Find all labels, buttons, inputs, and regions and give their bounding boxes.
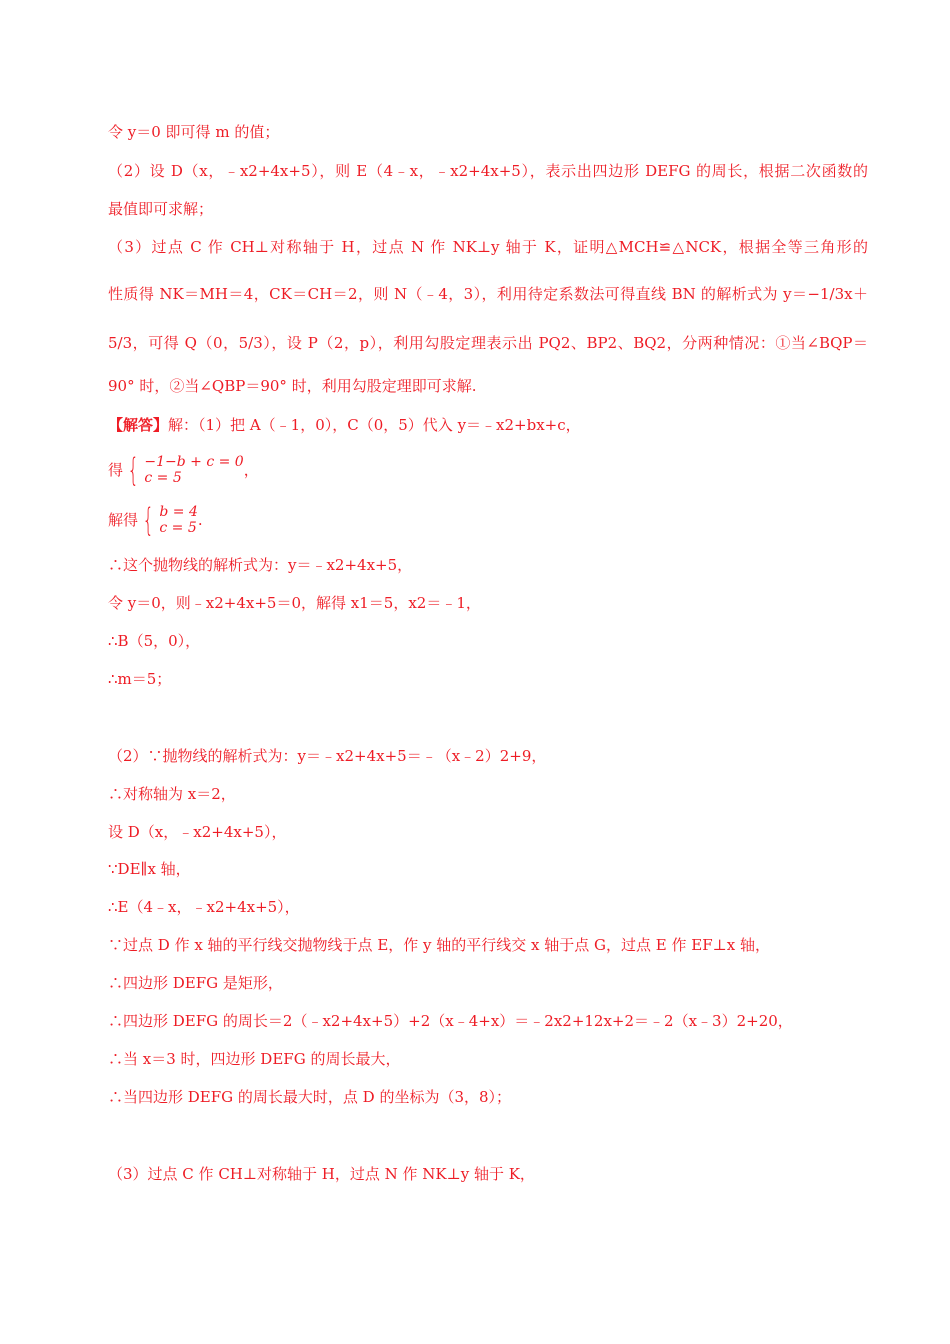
system-2-suffix: . <box>197 511 203 529</box>
answer-line-5: ∴m＝5； <box>108 670 172 688</box>
hint-line-5: 性质得 NK＝MH＝4，CK＝CH＝2，则 N（﹣4，3），利用待定系数法可得直线 BN 的解析式为 y＝−1/3x＋ <box>108 285 868 303</box>
hint-line-7: 90° 时，②当∠QBP＝90° 时，利用勾股定理即可求解. <box>108 377 477 395</box>
part3-line-1: （3）过点 C 作 CH⊥对称轴于 H，过点 N 作 NK⊥y 轴于 K， <box>108 1165 535 1183</box>
system-1 <box>123 451 244 489</box>
part2-line-3: 设 D（x，﹣x2+4x+5）， <box>108 823 287 841</box>
system-2-row-1: b = 4 <box>159 504 198 520</box>
part2-line-7: ∴四边形 DEFG 是矩形， <box>108 974 283 992</box>
system-2-prefix: 解得 <box>108 511 139 529</box>
hint-line-3: 最值即可求解； <box>108 200 214 218</box>
answer-line-1 <box>108 415 868 435</box>
equation-system-1 <box>108 452 868 488</box>
part2-line-5: ∴E（4﹣x，﹣x2+4x+5）， <box>108 898 300 916</box>
answer-intro: 解：（1）把 A（﹣1，0），C（0，5）代入 y＝﹣x2+bx+c， <box>168 416 581 434</box>
system-1-row-1: −1−b + c = 0 <box>144 454 244 470</box>
system-1-suffix: ， <box>243 461 259 479</box>
answer-line-3: 令 y＝0，则﹣x2+4x+5＝0，解得 x1＝5，x2＝﹣1， <box>108 594 481 612</box>
part2-line-6: ∵过点 D 作 x 轴的平行线交抛物线于点 E，作 y 轴的平行线交 x 轴于点 G，过点 E 作 EF⊥x 轴， <box>108 936 770 954</box>
part2-line-1: （2）∵抛物线的解析式为：y＝﹣x2+4x+5＝﹣（x﹣2）2+9， <box>108 747 547 765</box>
hint-line-2: （2）设 D（x，﹣x2+4x+5），则 E（4﹣x，﹣x2+4x+5），表示出四边形 DEFG 的周长，根据二次函数的 <box>108 162 868 180</box>
equation-system-2 <box>108 502 868 538</box>
part2-line-2: ∴对称轴为 x＝2， <box>108 785 236 803</box>
part2-line-9: ∴当 x＝3 时，四边形 DEFG 的周长最大， <box>108 1050 401 1068</box>
answer-line-2: ∴这个抛物线的解析式为：y＝﹣x2+4x+5， <box>108 556 413 574</box>
left-brace-icon: { <box>127 451 139 489</box>
system-2 <box>138 501 198 539</box>
hint-line-1: 令 y＝0 即可得 m 的值； <box>108 123 280 141</box>
part2-line-4: ∵DE∥x 轴， <box>108 860 191 878</box>
hint-line-4: （3）过点 C 作 CH⊥对称轴于 H，过点 N 作 NK⊥y 轴于 K，证明△MCH≌△NCK，根据全等三角形的 <box>108 238 868 256</box>
system-1-prefix: 得 <box>108 461 124 479</box>
answer-line-4: ∴B（5，0）， <box>108 632 201 650</box>
part2-line-8: ∴四边形 DEFG 的周长＝2（﹣x2+4x+5）+2（x﹣4+x）＝﹣2x2+12x+2＝﹣2（x﹣3）2+20， <box>108 1012 793 1030</box>
hint-line-6: 5/3，可得 Q（0，5/3），设 P（2，p），利用勾股定理表示出 PQ2、BP2、BQ2，分两种情况：①当∠BQP＝ <box>108 334 868 352</box>
system-2-row-2: c = 5 <box>159 520 197 536</box>
system-1-row-2: c = 5 <box>144 470 182 486</box>
left-brace-icon: { <box>142 501 154 539</box>
part2-line-10: ∴当四边形 DEFG 的周长最大时，点 D 的坐标为（3，8）； <box>108 1088 512 1106</box>
answer-tag: 【解答】 <box>108 416 169 434</box>
